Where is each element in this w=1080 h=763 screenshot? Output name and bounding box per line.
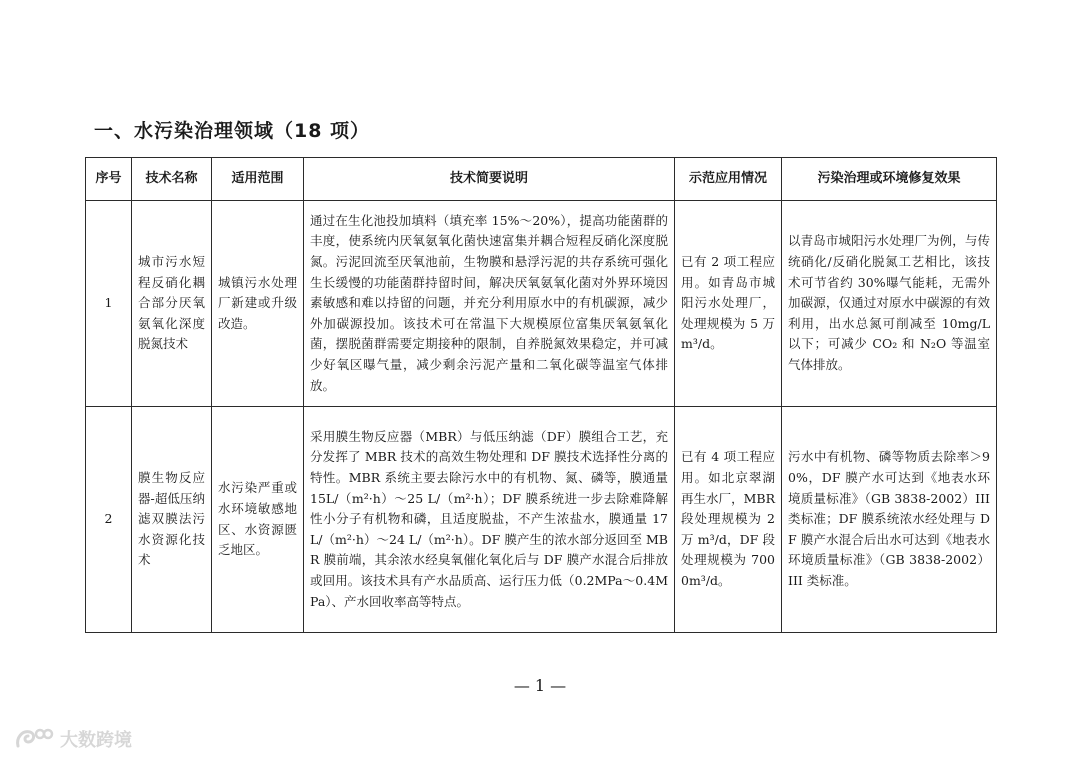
header-scope: 适用范围 (212, 158, 304, 201)
cell-scope: 水污染严重或水环境敏感地区、水资源匮乏地区。 (212, 407, 304, 633)
watermark-logo-icon (14, 726, 54, 752)
cell-demo: 已有 4 项工程应用。如北京翠湖再生水厂，MBR 段处理规模为 2 万 m³/d，DF 段处理规模为 7000m³/d。 (675, 407, 782, 633)
table-header-row (86, 158, 997, 201)
watermark (14, 726, 132, 752)
cell-tech-name: 膜生物反应器-超低压纳滤双膜法污水资源化技术 (132, 407, 212, 633)
header-effect: 污染治理或环境修复效果 (782, 158, 997, 201)
cell-scope: 城镇污水处理厂新建或升级改造。 (212, 201, 304, 407)
page-number: — 1 — (513, 676, 567, 695)
cell-demo: 已有 2 项工程应用。如青岛市城阳污水处理厂，处理规模为 5 万 m³/d。 (675, 201, 782, 407)
cell-effect: 以青岛市城阳污水处理厂为例，与传统硝化/反硝化脱氮工艺相比，该技术可节省约 30%曝气能耗，无需外加碳源，仅通过对原水中碳源的有效利用，出水总氮可削减至 10mg/L 以下；可减少 CO₂ 和 N₂O 等温室气体排放。 (782, 201, 997, 407)
table-row (86, 407, 997, 633)
header-tech-name: 技术名称 (132, 158, 212, 201)
cell-tech-name: 城市污水短程反硝化耦合部分厌氧氨氧化深度脱氮技术 (132, 201, 212, 407)
table-row (86, 201, 997, 407)
technology-table (85, 157, 997, 633)
cell-no: 2 (86, 407, 132, 633)
cell-no: 1 (86, 201, 132, 407)
watermark-text: 大数跨境 (60, 730, 132, 751)
header-demo: 示范应用情况 (675, 158, 782, 201)
header-no: 序号 (86, 158, 132, 201)
cell-description: 通过在生化池投加填料（填充率 15%～20%），提高功能菌群的丰度，使系统内厌氧氨氧化菌快速富集并耦合短程反硝化深度脱氮。污泥回流至厌氧池前，生物膜和悬浮污泥的共存系统可强化生长缓慢的功能菌群持留时间，解决厌氧氨氧化菌对外界环境因素敏感和难以持留的问题，并充分利用原水中的有机碳源，减少外加碳源投加。该技术可在常温下大规模原位富集厌氧氨氧化菌，摆脱菌群需要定期接种的限制，自养脱氮效果稳定，并可减少好氧区曝气量，减少剩余污泥产量和二氧化碳等温室气体排放。 (304, 201, 675, 407)
header-description: 技术简要说明 (304, 158, 675, 201)
cell-effect: 污水中有机物、磷等物质去除率＞90%，DF 膜产水可达到《地表水环境质量标准》（GB 3838-2002）III 类标准；DF 膜系统浓水经处理与 DF 膜产水混合后出水可达到《地表水环境质量标准》（GB 3838-2002）III 类标准。 (782, 407, 997, 633)
cell-description: 采用膜生物反应器（MBR）与低压纳滤（DF）膜组合工艺，充分发挥了 MBR 技术的高效生物处理和 DF 膜技术选择性分离的特性。MBR 系统主要去除污水中的有机物、氮、磷等，膜通量 15L/（m²·h）～25 L/（m²·h）；DF 膜系统进一步去除难降解性小分子有机物和磷，且适度脱盐，不产生浓盐水，膜通量 17 L/（m²·h）～24 L/（m²·h）。DF 膜产生的浓水部分返回至 MBR 膜前端，其余浓水经臭氧催化氧化后与 DF 膜产水混合后排放或回用。该技术具有产水品质高、运行压力低（0.2MPa～0.4MPa）、产水回收率高等特点。 (304, 407, 675, 633)
section-title: 一、水污染治理领域（18 项） (94, 120, 371, 142)
